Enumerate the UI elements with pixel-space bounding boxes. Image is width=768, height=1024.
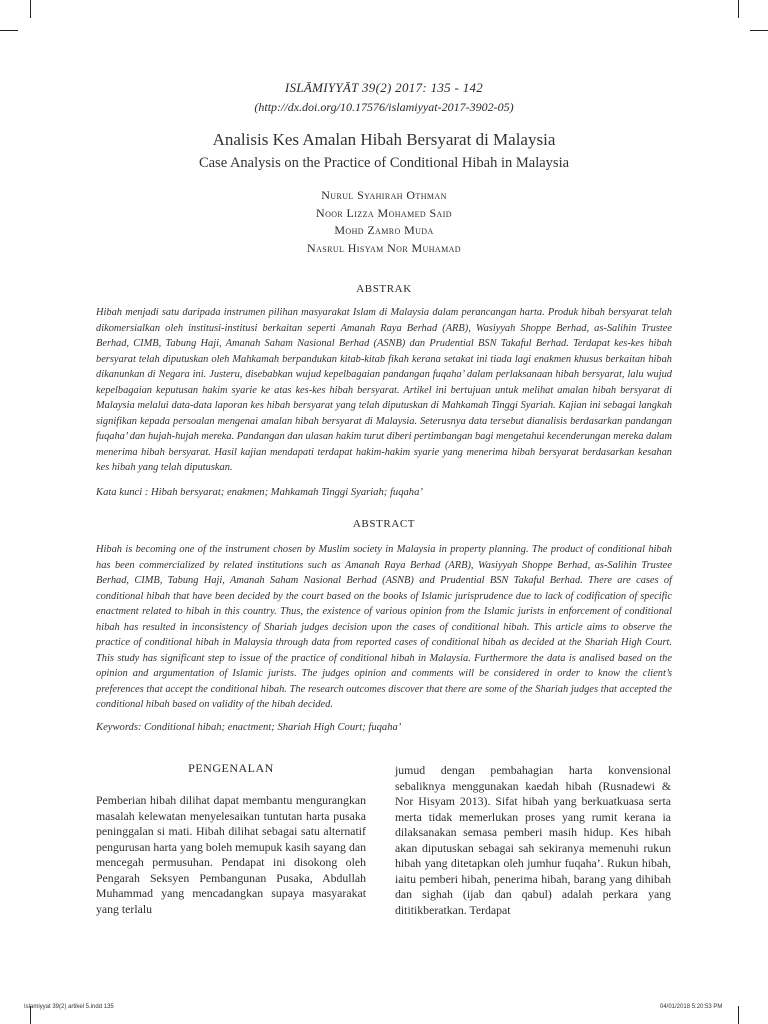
crop-mark <box>738 0 739 18</box>
author-name: Nasrul Hisyam Nor Muhamad <box>307 240 461 255</box>
author-name: Noor Lizza Mohamed Said <box>316 205 452 220</box>
kata-kunci <box>96 487 672 498</box>
abstract-heading: ABSTRACT <box>352 518 416 530</box>
crop-mark <box>738 1006 739 1024</box>
author-name: Nurul Syahirah Othman <box>321 188 447 202</box>
keywords <box>96 722 672 733</box>
body-column-left: Pemberian hibah dilihat dapat membantu mengurangkan masalah kelewatan menyelesaikan tuntutan harta pusaka peninggalan si mati. Hibah dilihat sebagai satu alternatif pengurusan harta yang boleh memupuk kasih sayang dan mencegah permusuhan. Pendapat ini disokong oleh Pengarah Seksyen Pembangunan Pusaka, Abdullah Muhammad yang mencadangkan supaya masyarakat yang terlalu <box>96 793 366 916</box>
body-column-right: jumud dengan pembahagian harta konvensional sebaliknya menggunakan kaedah hibah (Rusnadewi & Nor Hisyam 2013). Sifat hibah yang berkuatkuasa serta merta tidak memerlukan proses yang rumit kerana ia dilaksanakan semasa pemberi masih hidup. Kes hibah akan diputuskan sebagai sah sekiranya memenuhi rukun hibah yang ditetapkan oleh jumhur fuqaha’. Rukun hibah, iaitu pemberi hibah, penerima hibah, barang yang dihibah dan sighah (ijab dan qabul) adalah perkara yang dititikberatkan. Terdapat <box>395 763 671 917</box>
keywords-list: : Hibah bersyarat; enakmen; Mahkamah Tinggi Syariah; fuqaha’ <box>144 487 423 498</box>
section-heading-pengenalan: PENGENALAN <box>188 761 274 775</box>
author-list <box>96 187 672 257</box>
author-name: Mohd Zamro Muda <box>334 223 434 237</box>
title-malay: Analisis Kes Amalan Hibah Bersyarat di Malaysia <box>212 130 556 149</box>
doi-link[interactable]: (http://dx.doi.org/10.17576/islamiyyat-2017-3902-05) <box>254 100 514 114</box>
crop-mark <box>750 30 768 31</box>
crop-mark <box>30 0 31 18</box>
keywords-label: Kata kunci <box>96 487 143 498</box>
keywords-label: Keywords <box>96 722 138 733</box>
footer-timestamp: 04/01/2018 5:20:53 PM <box>660 1004 723 1010</box>
footer-file-info: Islamiyyat 39(2) artikel 5.indd 135 <box>24 1004 114 1010</box>
abstrak-heading: ABSTRAK <box>356 283 412 295</box>
title-english: Case Analysis on the Practice of Conditional Hibah in Malaysia <box>198 155 570 171</box>
abstrak-text: Hibah menjadi satu daripada instrumen pilihan masyarakat Islam di Malaysia dalam perancangan harta. Produk hibah bersyarat telah dikomersialkan oleh institusi-institusi berkaitan seperti Amanah Raya Berhad (ARB), Wasiyyah Shoppe Berhad, as-Salihin Trustee Berhad, CIMB, Tabung Haji, Amanah Saham Nasional Berhad (ASNB) dan Prudential BSN Takaful Berhad. Terdapat kes-kes hibah bersyarat telah diputuskan oleh Mahkamah berpandukan kitab-kitab fikah kerana setakat ini tiada lagi enakmen khusus berkaitan hibah dikanunkan di Negara ini. Justeru, disebabkan wujud kepelbagaian pandangan fuqaha’ dalam perlaksanaan hibah bersyarat, lalu wujud kepelbagaian keputusan hakim syarie ke atas kes-kes hibah bersyarat. Artikel ini bertujuan untuk melihat amalan hibah bersyarat di Malaysia melalui data-data laporan kes hibah bersyarat yang telah diputuskan di Mahkamah Tinggi Syariah. Kajian ini sebagai langkah signifikan kepada persoalan mengenai amalan hibah bersyarat di Malaysia. Seterusnya data tersebut dianalisis berdasarkan pandangan fuqaha’ dan hujah-hujah mereka. Pandangan dan ulasan hakim turut diberi pertimbangan bagi mengetahui kecenderungan mereka dalam menerima hibah bersyarat. Hasil kajian mendapati terdapat hakim-hakim syarie yang menerima hibah bersyarat berdasarkan kesahan kes hibah yang telah diputuskan. <box>96 307 672 473</box>
crop-mark <box>0 30 18 31</box>
abstract-text: Hibah is becoming one of the instrument chosen by Muslim society in Malaysia in property planning. The product of conditional hibah has been commercialized by related institutions such as Amanah Raya Berhad (ARB), Wasiyyah Shoppe Berhad, as-Salihin Trustee Berhad, CIMB, Tabung Haji, Amanah Saham Nasional Berhad (ASNB) and Prudential BSN Takaful Berhad. There are cases of conditional hibah that have been decided by the court based on the books of Islamic jurisprudence due to lack of codification of specific enactment related to hibah in this country. Thus, the existence of various opinion from the Islamic jurists in enforcement of conditional hibah has resulted in inconsistency of Shariah judges decision upon the cases of conditional hibah. This article aims to observe the practice of conditional hibah in Malaysia through data from reported cases of conditional hibah as decided at the Shariah High Court. This study has significant step to issue of the practice of conditional hibah in Malaysia. Furthermore the data is analised based on the opinion and argumentation of Islamic jurists. The judges opinion and comments will be considered in order to know the client’s preferences that accept the conditional hibah. The research outcomes discover that there are some of the Shariah judges that accepted the conditional hibah based on validity of the hibah decided. <box>96 544 672 710</box>
keywords-list: : Conditional hibah; enactment; Shariah High Court; fuqaha’ <box>137 722 402 733</box>
journal-citation: ISLĀMIYYĀT 39(2) 2017: 135 - 142 <box>284 80 484 95</box>
